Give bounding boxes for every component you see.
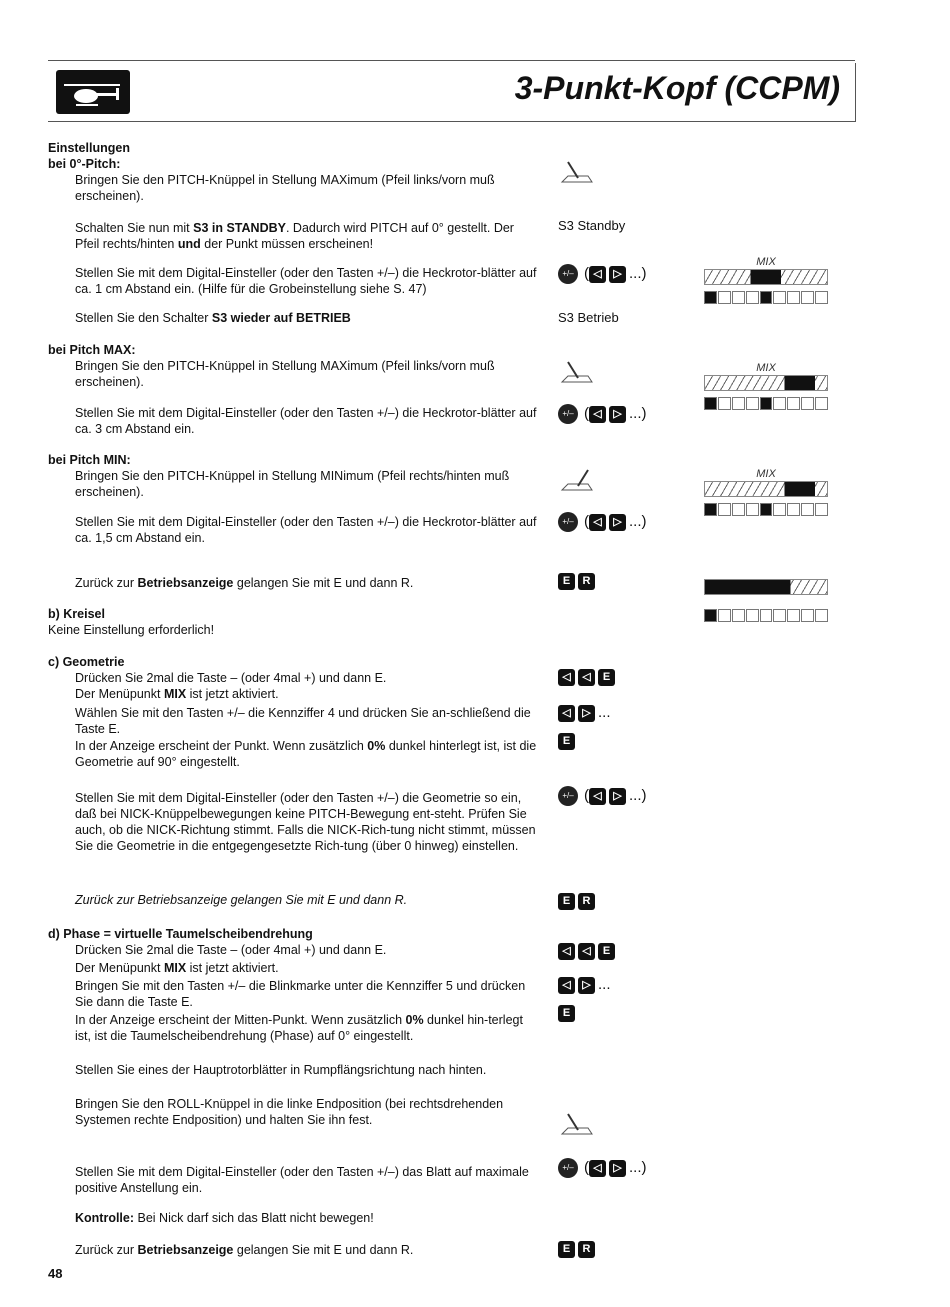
page-title: 3-Punkt-Kopf (CCPM) xyxy=(514,70,840,106)
para-22: Bringen Sie den ROLL-Knüppel in die linke Endposition (bei rechtsdrehenden Systemen rechte Endposition) und halten Sie ihn fest. xyxy=(75,1097,504,1127)
plus-key-icon[interactable]: ▷ xyxy=(578,977,595,994)
minus-key-icon[interactable]: ◁ xyxy=(589,1160,606,1177)
para-7: Bringen Sie den PITCH-Knüppel in Stellung MINimum (Pfeil rechts/hinten muß erscheinen). xyxy=(75,469,510,499)
para-24: Kontrolle: Bei Nick darf sich das Blatt nicht bewegen! xyxy=(75,1211,374,1225)
lcd-cells xyxy=(704,609,828,622)
e-key-icon[interactable]: E xyxy=(558,733,575,750)
mix-bar xyxy=(704,481,828,497)
para-16: Zurück zur Betriebsanzeige gelangen Sie mit E und dann R. xyxy=(75,893,408,907)
dial-keys-group: +/– ( ◁ ▷ ...) xyxy=(558,404,647,424)
plus-key-icon[interactable]: ▷ xyxy=(609,514,626,531)
dial-keys-group: +/– ( ◁ ▷ ...) xyxy=(558,264,647,284)
para-2: Schalten Sie nun mit S3 in STANDBY. Dadurch wird PITCH auf 0° gestellt. Der Pfeil rechts/hinten und der Punkt müssen erscheinen! xyxy=(75,221,514,251)
heading-pitch-min: bei Pitch MIN: xyxy=(48,453,131,467)
e-key-icon[interactable]: E xyxy=(598,669,615,686)
plus-key-icon[interactable]: ▷ xyxy=(609,406,626,423)
lcd-display-1 xyxy=(704,256,828,328)
para-25: Zurück zur Betriebsanzeige gelangen Sie mit E und dann R. xyxy=(75,1243,414,1257)
para-9: Zurück zur Betriebsanzeige gelangen Sie mit E und dann R. xyxy=(75,576,414,590)
para-8: Stellen Sie mit dem Digital-Einsteller (oder den Tasten +/–) die Heckrotor-blätter auf ca. 1,5 cm Abstand ein. xyxy=(75,515,537,545)
plus-key-icon[interactable]: ▷ xyxy=(609,266,626,283)
mix-label: MIX xyxy=(756,256,776,268)
er-keys xyxy=(558,892,598,910)
e-key-icon[interactable]: E xyxy=(598,943,615,960)
para-6: Stellen Sie mit dem Digital-Einsteller (oder den Tasten +/–) die Heckrotor-blätter auf ca. 3 cm Abstand ein. xyxy=(75,406,537,436)
plus-key-icon[interactable]: ▷ xyxy=(578,705,595,722)
lcd-cells xyxy=(704,397,828,410)
lcd-display-4 xyxy=(704,574,828,646)
para-12: Der Menüpunkt MIX ist jetzt aktiviert. xyxy=(75,687,279,701)
e-key-icon[interactable]: E xyxy=(558,573,575,590)
minus-key-icon[interactable]: ◁ xyxy=(558,669,575,686)
minus-key-icon[interactable]: ◁ xyxy=(578,669,595,686)
mix-bar xyxy=(704,579,828,595)
minus-key-icon[interactable]: ◁ xyxy=(589,406,606,423)
minus-minus-e-keys xyxy=(558,668,618,686)
stick-diagram-icon xyxy=(558,358,596,386)
minus-key-icon[interactable]: ◁ xyxy=(589,514,606,531)
mix-label: MIX xyxy=(756,362,776,374)
s3-standby-label: S3 Standby xyxy=(558,218,626,233)
stick-diagram-icon xyxy=(558,1110,596,1138)
minus-key-icon[interactable]: ◁ xyxy=(558,943,575,960)
heading-bei-0-pitch: bei 0°-Pitch: xyxy=(48,157,121,171)
dial-keys-group: +/– ( ◁ ▷ ...) xyxy=(558,786,647,806)
para-10: Keine Einstellung erforderlich! xyxy=(48,623,215,637)
minus-key-icon[interactable]: ◁ xyxy=(558,705,575,722)
para-11: Drücken Sie 2mal die Taste – (oder 4mal +) und dann E. xyxy=(75,671,387,685)
dial-icon[interactable]: +/– xyxy=(558,404,578,424)
minus-plus-keys: ◁ ▷ ... xyxy=(558,704,611,722)
minus-key-icon[interactable]: ◁ xyxy=(558,977,575,994)
para-21: Stellen Sie eines der Hauptrotorblätter in Rumpflängsrichtung nach hinten. xyxy=(75,1063,487,1077)
heading-kreisel: b) Kreisel xyxy=(48,607,105,621)
minus-minus-e-keys xyxy=(558,942,618,960)
er-keys xyxy=(558,1240,598,1258)
para-18: Der Menüpunkt MIX ist jetzt aktiviert. xyxy=(75,961,279,975)
para-4: Stellen Sie den Schalter S3 wieder auf BETRIEB xyxy=(75,311,351,325)
heading-phase: d) Phase = virtuelle Taumelscheibendrehung xyxy=(48,927,313,941)
dial-keys-group: +/– ( ◁ ▷ ...) xyxy=(558,512,647,532)
e-key-icon[interactable]: E xyxy=(558,1005,575,1022)
minus-key-icon[interactable]: ◁ xyxy=(589,788,606,805)
lcd-display-3 xyxy=(704,468,828,540)
para-5: Bringen Sie den PITCH-Knüppel in Stellung MAXimum (Pfeil links/vorn muß erscheinen). xyxy=(75,359,495,389)
stick-diagram-icon xyxy=(558,158,596,186)
heading-geometrie: c) Geometrie xyxy=(48,655,125,669)
minus-key-icon[interactable]: ◁ xyxy=(578,943,595,960)
page-number: 48 xyxy=(48,1266,63,1281)
dial-keys-group: +/– ( ◁ ▷ ...) xyxy=(558,1158,647,1178)
lcd-display-2 xyxy=(704,362,828,434)
dial-icon[interactable]: +/– xyxy=(558,512,578,532)
r-key-icon[interactable]: R xyxy=(578,1241,595,1258)
para-17: Drücken Sie 2mal die Taste – (oder 4mal +) und dann E. xyxy=(75,943,387,957)
r-key-icon[interactable]: R xyxy=(578,573,595,590)
para-14: In der Anzeige erscheint der Punkt. Wenn zusätzlich 0% dunkel hinterlegt ist, ist die Geometrie auf 90° eingestellt. xyxy=(75,739,537,769)
mix-label: MIX xyxy=(756,468,776,480)
helicopter-icon xyxy=(56,70,130,114)
e-key-icon[interactable]: E xyxy=(558,893,575,910)
e-key-group xyxy=(558,732,578,750)
lcd-cells xyxy=(704,503,828,516)
para-13: Wählen Sie mit den Tasten +/– die Kennziffer 4 und drücken Sie an-schließend die Taste E. xyxy=(75,706,531,736)
lcd-cells xyxy=(704,291,828,304)
dial-icon[interactable]: +/– xyxy=(558,786,578,806)
heading-einstellungen: Einstellungen xyxy=(48,141,130,155)
para-20: In der Anzeige erscheint der Mitten-Punkt. Wenn zusätzlich 0% dunkel hin-terlegt ist, ist die Taumelscheibendrehung (Phase) auf 0° eingestellt. xyxy=(75,1013,523,1043)
dial-icon[interactable]: +/– xyxy=(558,264,578,284)
minus-plus-keys: ◁ ▷ ... xyxy=(558,976,611,994)
e-key-icon[interactable]: E xyxy=(558,1241,575,1258)
s3-betrieb-label: S3 Betrieb xyxy=(558,310,619,325)
plus-key-icon[interactable]: ▷ xyxy=(609,788,626,805)
minus-key-icon[interactable]: ◁ xyxy=(589,266,606,283)
para-3: Stellen Sie mit dem Digital-Einsteller (oder den Tasten +/–) die Heckrotor-blätter auf ca. 1 cm Abstand ein. (Hilfe für die Grobeinstellung siehe S. 47) xyxy=(75,266,537,296)
dial-icon[interactable]: +/– xyxy=(558,1158,578,1178)
plus-key-icon[interactable]: ▷ xyxy=(609,1160,626,1177)
r-key-icon[interactable]: R xyxy=(578,893,595,910)
e-key-group xyxy=(558,1004,578,1022)
er-keys xyxy=(558,572,598,590)
mix-bar xyxy=(704,375,828,391)
mix-bar xyxy=(704,269,828,285)
para-19: Bringen Sie mit den Tasten +/– die Blinkmarke unter die Kennziffer 5 und drücken Sie dann die Taste E. xyxy=(75,979,526,1009)
stick-diagram-icon xyxy=(558,466,596,494)
para-15: Stellen Sie mit dem Digital-Einsteller (oder den Tasten +/–) die Geometrie so ein, daß bei NICK-Knüppelbewegungen keine PITCH-Bewegung ent-steht. Prüfen Sie auch, ob die NICK-Richtung stimmt. Falls die NICK-Rich-tung nicht stimmt, müssen Sie die Geometrie in die entgegengesetzte Rich-tung (über 0 hinweg) einstellen. xyxy=(75,791,536,853)
header-rule-top xyxy=(48,60,855,61)
heading-pitch-max: bei Pitch MAX: xyxy=(48,343,136,357)
para-1: Bringen Sie den PITCH-Knüppel in Stellung MAXimum (Pfeil links/vorn muß erscheinen). xyxy=(75,173,495,203)
para-23: Stellen Sie mit dem Digital-Einsteller (oder den Tasten +/–) das Blatt auf maximale positive Anstellung ein. xyxy=(75,1165,529,1195)
